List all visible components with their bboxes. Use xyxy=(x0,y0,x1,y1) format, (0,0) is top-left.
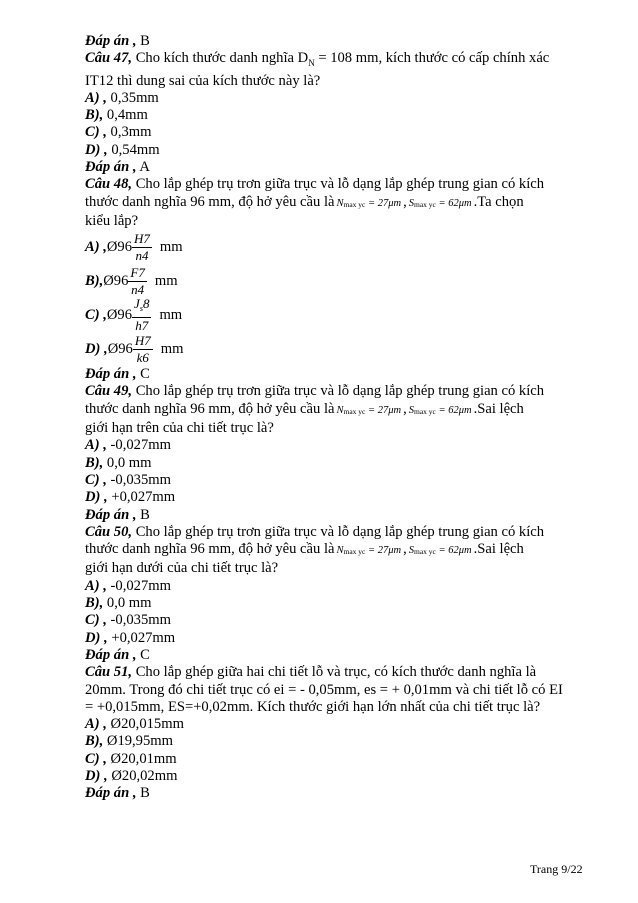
question-text: thước danh nghĩa 96 mm, độ hở yêu cầu là xyxy=(85,541,335,558)
q48-option-b xyxy=(85,264,585,298)
n-subscript: max yc xyxy=(343,199,366,209)
fit-fraction xyxy=(128,266,146,297)
q50-text-line1 xyxy=(85,524,585,541)
fraction-numerator: H7 xyxy=(134,230,150,246)
option-unit: mm xyxy=(159,238,183,255)
option-value: Ø20,02mm xyxy=(107,768,178,784)
fit-fraction xyxy=(133,334,153,365)
n-max-formula xyxy=(337,402,402,420)
comma: , xyxy=(403,193,407,210)
q50-text-line3: giới hạn dưới của chi tiết trục là? xyxy=(85,560,279,577)
question-text: .Sai lệch xyxy=(473,400,524,417)
q51-text-line3: = +0,015mm, ES=+0,02mm. Kích thước giới hạn lớn nhất của chi tiết trục là? xyxy=(85,698,541,715)
n-value: = 27 xyxy=(368,404,389,416)
q47-option-d xyxy=(85,142,585,159)
option-label: A) , xyxy=(85,716,107,733)
option-label: A) , xyxy=(85,238,107,255)
question-text: .Ta chọn xyxy=(473,193,524,210)
q51-answer xyxy=(85,785,585,802)
question-text: Cho lắp ghép trụ trơn giữa trục và lỗ dạng lắp ghép trung gian có kích xyxy=(132,523,545,540)
q50-option-a xyxy=(85,578,585,595)
fraction-denominator: k6 xyxy=(136,349,149,365)
option-label: C) , xyxy=(85,750,107,767)
n-symbol: N xyxy=(336,545,344,557)
num-letter: J xyxy=(134,296,140,312)
q49-option-d xyxy=(85,489,585,506)
q51-option-a xyxy=(85,716,585,733)
q49-option-a xyxy=(85,437,585,454)
num-subscript: s xyxy=(139,304,143,314)
answer-label: Đáp án , xyxy=(85,33,137,49)
answer-label: Đáp án , xyxy=(85,366,137,383)
option-prefix: Ø96 xyxy=(103,272,129,289)
unit: μm xyxy=(458,404,472,416)
option-label: B), xyxy=(85,454,104,471)
option-prefix: Ø96 xyxy=(106,306,133,323)
q47-option-b xyxy=(85,107,585,124)
s-symbol: S xyxy=(408,197,414,209)
option-unit: mm xyxy=(154,272,178,289)
question-label: Câu 50, xyxy=(85,523,133,540)
option-value: -0,027mm xyxy=(106,577,171,594)
q47-option-c xyxy=(85,124,585,141)
answer-value: B xyxy=(136,33,150,49)
option-label: D) , xyxy=(85,629,108,646)
q49-text-line2 xyxy=(85,401,585,420)
option-label: B), xyxy=(85,272,104,289)
option-label: C) , xyxy=(85,612,107,629)
fraction-numerator: F7 xyxy=(130,264,145,280)
option-label: D) , xyxy=(85,141,108,158)
n-max-formula xyxy=(337,542,402,560)
n-symbol: N xyxy=(336,404,344,416)
option-value: -0,027mm xyxy=(106,437,171,454)
q51-option-b xyxy=(85,733,585,750)
comma: , xyxy=(403,400,407,417)
option-label: D) , xyxy=(85,768,108,784)
q48-text-line1 xyxy=(85,176,585,193)
fit-fraction xyxy=(132,297,151,333)
q47-answer xyxy=(85,159,585,176)
answer-label: Đáp án , xyxy=(85,646,137,663)
answer-value: C xyxy=(136,366,150,383)
fraction-denominator: n4 xyxy=(131,281,145,297)
unit: μm xyxy=(458,545,472,557)
s-max-formula xyxy=(409,402,472,420)
fraction-numerator: H7 xyxy=(134,332,151,348)
q50-text-line2 xyxy=(85,541,585,560)
option-value: 0,4mm xyxy=(103,107,148,124)
option-label: B), xyxy=(85,107,104,124)
s-value: = 62 xyxy=(438,545,459,557)
option-value: 0,3mm xyxy=(106,124,152,141)
q51-option-c xyxy=(85,751,585,768)
question-text: thước danh nghĩa 96 mm, độ hở yêu cầu là xyxy=(85,400,335,417)
q48-answer xyxy=(85,366,585,383)
n-symbol: N xyxy=(336,197,344,209)
answer-value: B xyxy=(136,506,150,523)
q50-option-c xyxy=(85,612,585,629)
n-subscript: max yc xyxy=(343,406,366,416)
answer-value: A xyxy=(136,158,150,175)
answer-label: Đáp án , xyxy=(85,785,137,802)
num-grade: 8 xyxy=(142,296,150,312)
q49-option-c xyxy=(85,472,585,489)
s-subscript: max yc xyxy=(414,199,436,209)
option-value: +0,027mm xyxy=(107,629,176,646)
question-label: Câu 49, xyxy=(85,383,133,400)
q51-text-line1 xyxy=(85,664,585,681)
q50-option-d xyxy=(85,630,585,647)
question-text: Cho lắp ghép trụ trơn giữa trục và lỗ dạng lắp ghép trung gian có kích xyxy=(132,176,545,193)
fit-fraction xyxy=(132,232,152,263)
document-page xyxy=(85,33,585,803)
option-label: A) , xyxy=(85,577,107,594)
unit: μm xyxy=(458,197,472,209)
q47-text-line2: IT12 thì dung sai của kích thước này là? xyxy=(85,72,321,89)
question-label: Câu 47, xyxy=(85,50,133,67)
option-value: Ø20,01mm xyxy=(106,750,177,767)
option-label: C) , xyxy=(85,471,107,488)
q49-text-line1 xyxy=(85,383,585,400)
unit: μm xyxy=(388,545,402,557)
question-text: Cho lắp ghép trụ trơn giữa trục và lỗ dạng lắp ghép trung gian có kích xyxy=(132,383,545,400)
unit: μm xyxy=(388,404,402,416)
q49-text-line3: giới hạn trên của chi tiết trục là? xyxy=(85,420,274,437)
comma: , xyxy=(403,541,407,558)
question-text: = 108 mm, kích thước có cấp chính xác xyxy=(314,50,550,67)
question-text: thước danh nghĩa 96 mm, độ hở yêu cầu là xyxy=(85,193,335,210)
fraction-numerator xyxy=(132,297,151,318)
option-value: 0,0 mm xyxy=(103,595,152,612)
option-label: C) , xyxy=(85,306,107,323)
option-unit: mm xyxy=(159,306,183,323)
question-text: Cho kích thước danh nghĩa D xyxy=(132,50,309,67)
option-value: -0,035mm xyxy=(106,612,171,629)
option-value: Ø20,015mm xyxy=(106,716,184,733)
page-number: Trang 9/22 xyxy=(530,862,583,876)
n-value: = 27 xyxy=(368,545,389,557)
q48-text-line2 xyxy=(85,194,585,213)
s-subscript: max yc xyxy=(414,547,436,557)
s-max-formula xyxy=(409,195,472,213)
option-label: A) , xyxy=(85,89,107,106)
option-prefix: Ø96 xyxy=(106,238,133,255)
fraction-denominator: h7 xyxy=(135,318,149,334)
q48-option-d xyxy=(85,332,585,366)
q48-text-line3: kiểu lắp? xyxy=(85,212,139,229)
q50-answer xyxy=(85,647,585,664)
subscript: N xyxy=(308,58,315,69)
answer-value: B xyxy=(136,785,150,802)
option-label: D) , xyxy=(85,489,108,506)
question-text: .Sai lệch xyxy=(473,541,524,558)
unit: μm xyxy=(388,197,402,209)
option-value: Ø19,95mm xyxy=(103,733,173,750)
q46-answer xyxy=(85,33,585,50)
q50-option-b xyxy=(85,595,585,612)
option-value: +0,027mm xyxy=(107,489,176,506)
s-symbol: S xyxy=(408,545,414,557)
q51-option-d xyxy=(85,768,585,785)
question-text: Cho lắp ghép giữa hai chi tiết lỗ và trục, có kích thước danh nghĩa là xyxy=(132,664,537,681)
option-value: 0,0 mm xyxy=(103,454,152,471)
option-label: B), xyxy=(85,733,104,750)
question-label: Câu 48, xyxy=(85,176,133,193)
option-label: C) , xyxy=(85,124,107,141)
question-label: Câu 51, xyxy=(85,664,133,681)
option-value: -0,035mm xyxy=(106,471,171,488)
q49-answer xyxy=(85,507,585,524)
option-label: D) , xyxy=(85,340,108,357)
n-max-formula xyxy=(337,195,402,213)
option-label: A) , xyxy=(85,437,107,454)
q47-option-a xyxy=(85,90,585,107)
option-label: B), xyxy=(85,595,104,612)
option-prefix: Ø96 xyxy=(107,340,133,357)
q49-option-b xyxy=(85,455,585,472)
option-value: 0,54mm xyxy=(107,141,160,158)
fraction-denominator: n4 xyxy=(135,247,149,263)
s-subscript: max yc xyxy=(414,406,436,416)
option-unit: mm xyxy=(160,340,184,357)
q48-option-a xyxy=(85,230,585,264)
answer-value: C xyxy=(136,646,150,663)
answer-label: Đáp án , xyxy=(85,506,137,523)
s-symbol: S xyxy=(408,404,414,416)
n-subscript: max yc xyxy=(343,547,366,557)
s-max-formula xyxy=(409,542,472,560)
q47-text-line1 xyxy=(85,50,585,72)
q48-option-c xyxy=(85,298,585,332)
option-value: 0,35mm xyxy=(106,89,159,106)
s-value: = 62 xyxy=(438,404,459,416)
n-value: = 27 xyxy=(368,197,389,209)
q51-text-line2: 20mm. Trong đó chi tiết trục có ei = - 0,05mm, es = + 0,01mm và chi tiết lỗ có EI xyxy=(85,681,563,698)
s-value: = 62 xyxy=(438,197,459,209)
answer-label: Đáp án , xyxy=(85,158,137,175)
